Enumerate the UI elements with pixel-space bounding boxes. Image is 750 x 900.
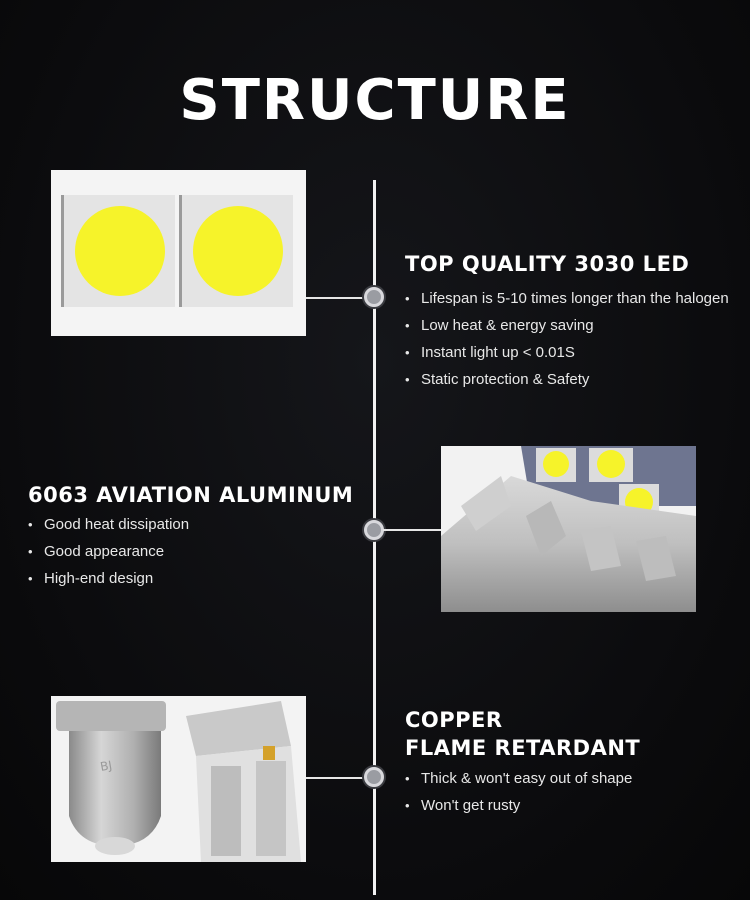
led-chip-image	[51, 170, 306, 336]
section-heading-aluminum: 6063 AVIATION ALUMINUM	[28, 483, 354, 507]
list-item: • High-end design	[28, 565, 189, 592]
page-title: STRUCTURE	[179, 68, 571, 133]
list-item: • Good heat dissipation	[28, 511, 189, 538]
list-item: • Thick & won't easy out of shape	[405, 765, 632, 792]
list-item: • Static protection & Safety	[405, 366, 729, 393]
svg-text:BJ: BJ	[99, 758, 114, 774]
list-item: • Lifespan is 5-10 times longer than the halogen	[405, 285, 729, 312]
section-heading-led: TOP QUALITY 3030 LED	[405, 252, 690, 276]
heading-line: COPPER	[405, 708, 503, 732]
aluminum-feature-list	[28, 511, 189, 592]
led-feature-list	[405, 285, 729, 393]
list-item: • Instant light up < 0.01S	[405, 339, 729, 366]
timeline-node-1	[364, 287, 384, 307]
heading-line: FLAME RETARDANT	[405, 736, 641, 760]
aluminum-body-image	[441, 446, 696, 612]
connector-line-2	[383, 529, 441, 531]
timeline-node-2	[364, 520, 384, 540]
bulb-base-image	[51, 696, 306, 862]
copper-feature-list	[405, 765, 632, 819]
section-heading-copper	[405, 706, 640, 762]
timeline-node-3	[364, 767, 384, 787]
list-item: • Good appearance	[28, 538, 189, 565]
list-item: • Won't get rusty	[405, 792, 632, 819]
list-item: • Low heat & energy saving	[405, 312, 729, 339]
